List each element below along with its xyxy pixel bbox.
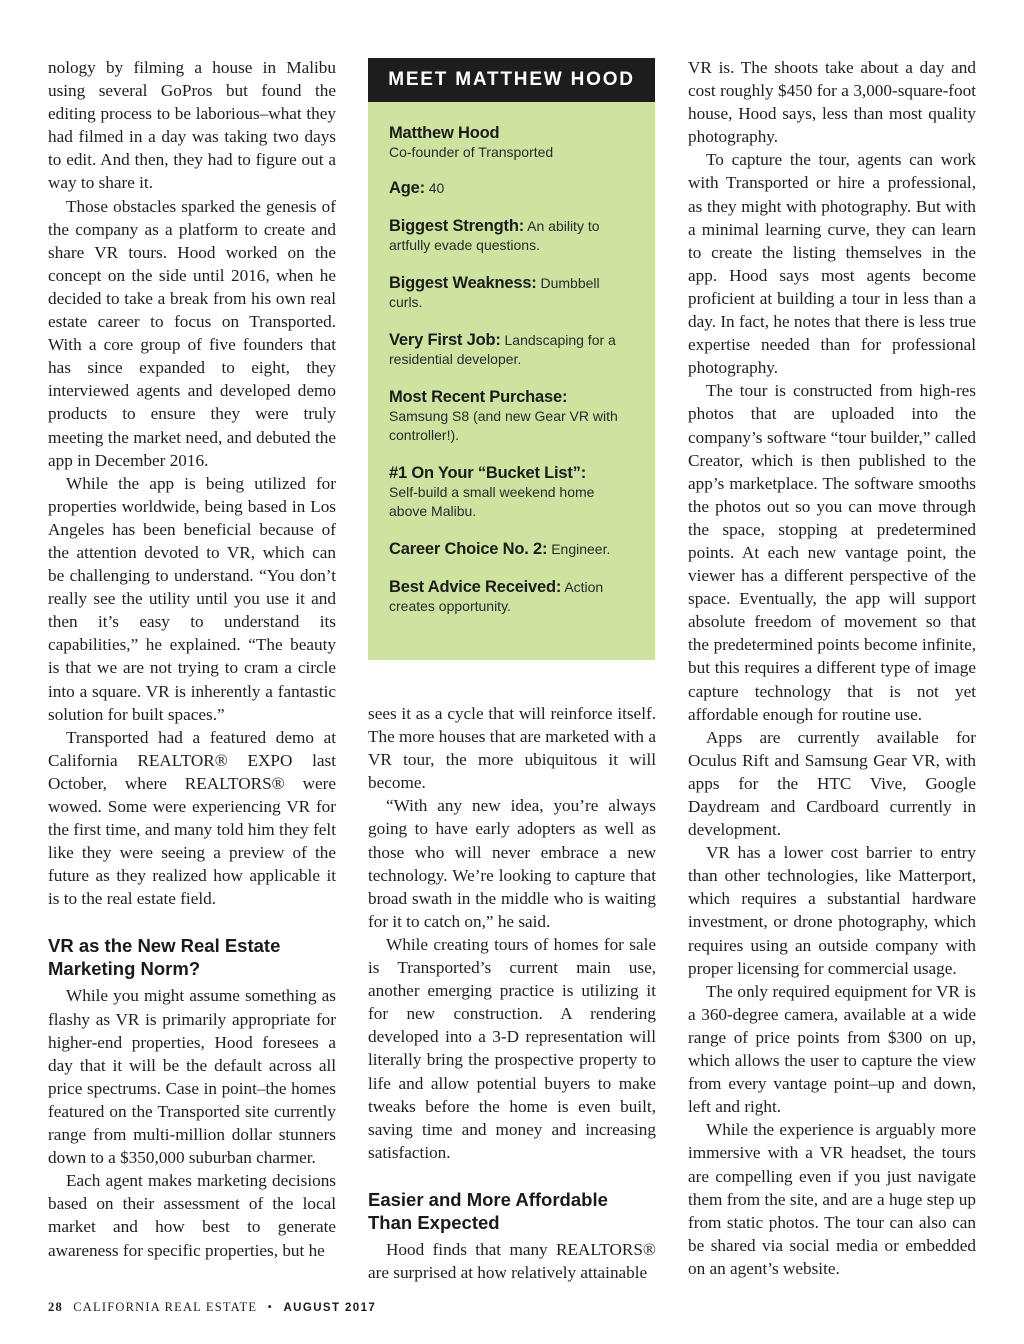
paragraph: Each agent makes marketing decisions based on their assessment of the local market and how best to generate awareness for specific properties, but he bbox=[48, 1171, 336, 1260]
paragraph: While you might assume something as flashy as VR is primarily appropriate for higher-end properties, Hood foresees a day that it will be the default across all price spectrums. Case in point–the homes featured on the Transported site currently range from multi-million dollar stunners down to a $350,000 suburban charmer. bbox=[48, 986, 336, 1168]
profile-sidebar bbox=[368, 58, 655, 660]
profile-item-strength bbox=[389, 217, 635, 255]
paragraph: sees it as a cycle that will reinforce itself. The more houses that are marketed with a VR tour, the more ubiquitous it will become. bbox=[368, 704, 656, 793]
page-footer bbox=[48, 1300, 376, 1315]
profile-item-value: Self-build a small weekend home above Malibu. bbox=[389, 484, 595, 519]
profile-item-label: Age: bbox=[389, 179, 425, 197]
paragraph: Apps are currently available for Oculus Rift and Samsung Gear VR, with apps for the HTC Vive, Google Daydream and Cardboard currently in development. bbox=[688, 727, 976, 840]
issue-date: AUGUST 2017 bbox=[283, 1302, 377, 1314]
article-column-1 bbox=[48, 56, 336, 1262]
profile-item-age bbox=[389, 179, 635, 198]
profile-item-career-choice bbox=[389, 540, 635, 559]
section-heading: Easier and More Affordable Than Expected bbox=[368, 1188, 608, 1233]
profile-item-weakness bbox=[389, 274, 635, 312]
profile-item-value: Landscaping for a residential developer. bbox=[389, 332, 616, 367]
profile-name-block bbox=[389, 124, 635, 162]
profile-role: Co-founder of Transported bbox=[389, 144, 554, 160]
sidebar-title: MEET MATTHEW HOOD bbox=[368, 58, 655, 102]
paragraph: VR has a lower cost barrier to entry than other technologies, like Matterport, which requires a substantial hardware investment, or drone photography, which requires using an outside company with proper licensing for commercial usage. bbox=[688, 843, 976, 978]
profile-name: Matthew Hood bbox=[389, 124, 500, 142]
paragraph: The only required equipment for VR is a 360-degree camera, available at a wide range of price points from $300 on up, which allows the user to capture the view from every vantage point–up and down, left and right. bbox=[688, 981, 976, 1117]
paragraph: While creating tours of homes for sale is Transported’s current main use, another emerging practice is utilizing it for new construction. A rendering developed into a 3-D representation will literally bring the prospective property to life and allow potential buyers to make tweaks before the home is even built, saving time and money and increasing satisfaction. bbox=[368, 934, 656, 1162]
paragraph: While the app is being utilized for properties worldwide, being based in Los Angeles has been beneficial because of the attention devoted to VR, which can be challenging to understand. “You don’t really see the utility until you use it and then it’s easy to understand its capabilities,” he explained. “The beauty is that we are not trying to cram a circle into a square. VR is inherently a fantastic solution for built spaces.” bbox=[48, 473, 336, 724]
profile-item-value: An ability to artfully evade questions. bbox=[389, 218, 600, 253]
paragraph: While the experience is arguably more immersive with a VR headset, the tours are compelling even if you just navigate them from the site, and are a huge step up from static photos. The tour can also can be shared via social media or embedded on an agent’s website. bbox=[688, 1120, 976, 1278]
paragraph: The tour is constructed from high-res photos that are uploaded into the company’s software “tour builder,” called Creator, which is then published to the app’s marketplace. The software smooths the photos out so you can move through the space, stopping at predetermined points. At each new vantage point, the viewer has a different perspective of the space. Eventually, the app will support absolute freedom of movement so that the predetermined points become infinite, but this requires a different type of image capture technology that is not yet affordable enough for routine use. bbox=[688, 381, 976, 724]
paragraph: Those obstacles sparked the genesis of the company as a platform to create and share VR tours. Hood worked on the concept on the side until 2016, when he decided to take a break from his own real estate career to focus on Transported. With a core group of five founders that has since expanded to eight, they interviewed agents and developed demo products to ensure they were truly meeting the market need, and debuted the app in December 2016. bbox=[48, 196, 336, 470]
paragraph: nology by filming a house in Malibu using several GoPros but found the editing process to be laborious–what they had filmed in a day was taking two days to edit. And then, they had to figure out a way to share it. bbox=[48, 58, 336, 193]
publication-name: CALIFORNIA REAL ESTATE bbox=[73, 1300, 258, 1314]
profile-item-first-job bbox=[389, 331, 635, 369]
paragraph: Transported had a featured demo at California REALTOR® EXPO last October, where REALTORS® were wowed. Some were experiencing VR for the first time, and many told him they felt like they were seeing a preview of the future as they realized how applicable it is to the real estate field. bbox=[48, 727, 336, 909]
profile-item-value: Engineer. bbox=[551, 541, 611, 557]
section-heading: VR as the New Real Estate Marketing Norm? bbox=[48, 935, 281, 980]
profile-item-value: Dumbbell curls. bbox=[389, 275, 600, 310]
profile-item-value: Samsung S8 (and new Gear VR with controller!). bbox=[389, 408, 618, 443]
article-column-2 bbox=[368, 702, 656, 1284]
page-number: 28 bbox=[48, 1300, 63, 1314]
profile-item-bucket-list bbox=[389, 464, 635, 521]
footer-bullet: • bbox=[267, 1300, 274, 1314]
profile-item-label: Career Choice No. 2: bbox=[389, 540, 548, 558]
profile-item-value: 40 bbox=[428, 180, 445, 196]
profile-item-label: #1 On Your “Bucket List”: bbox=[389, 464, 587, 482]
sidebar-body bbox=[368, 102, 655, 616]
profile-item-label: Biggest Weakness: bbox=[389, 274, 537, 292]
profile-item-label: Best Advice Received: bbox=[389, 578, 562, 596]
profile-item-label: Most Recent Purchase: bbox=[389, 388, 568, 406]
profile-item-label: Biggest Strength: bbox=[389, 217, 525, 235]
paragraph: Hood finds that many REALTORS® are surprised at how relatively attainable bbox=[368, 1239, 656, 1282]
article-column-3 bbox=[688, 56, 976, 1280]
profile-item-label: Very First Job: bbox=[389, 331, 501, 349]
paragraph: To capture the tour, agents can work with Transported or hire a professional, as they might with photography. But with a minimal learning curve, they can learn to create the listing themselves in the app. Hood says most agents become proficient at building a tour in less than a day. In fact, he notes that there is less true expertise needed than for professional photography. bbox=[688, 150, 976, 378]
profile-item-best-advice bbox=[389, 578, 635, 616]
paragraph: VR is. The shoots take about a day and cost roughly $450 for a 3,000-square-foot house, Hood says, less than most quality photography. bbox=[688, 58, 976, 147]
profile-item-value: Action creates opportunity. bbox=[389, 579, 604, 614]
profile-item-recent-purchase bbox=[389, 388, 635, 445]
paragraph: “With any new idea, you’re always going to have early adopters as well as those who will never embrace a new technology. We’re looking to capture that broad swath in the middle who is waiting for it to catch on,” he said. bbox=[368, 796, 656, 931]
